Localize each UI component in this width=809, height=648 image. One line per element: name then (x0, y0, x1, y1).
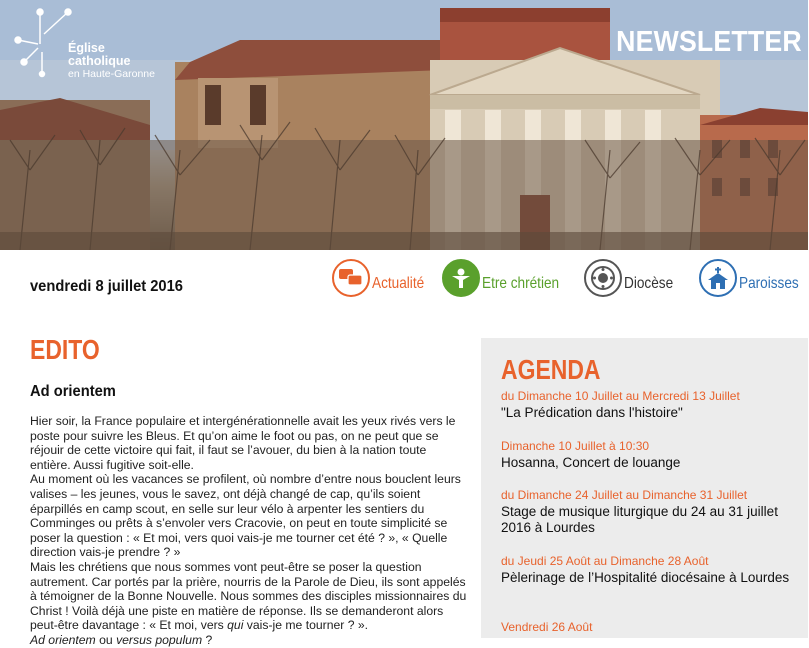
agenda-event[interactable] (501, 488, 791, 536)
logo-mark-icon (10, 4, 70, 76)
event-date: du Dimanche 10 Juillet au Mercredi 13 Juillet (501, 389, 740, 403)
nav-actualite[interactable] (332, 258, 433, 298)
header-banner (0, 0, 808, 250)
edito-paragraph: Mais les chrétiens que nous sommes vont peut-être se poser la question autrement. Car portés par la prière, nourris de la Parole de Dieu, ils sont appelés à témoigner de la Bonne Nouvelle. Nous sommes des disciples missionnaires du Christ ! Voilà déjà une piste en matière de réponse. Ils se demanderont alors peut-être davantage : « Et moi, vers qui vais-je me tourner ? ». (30, 559, 467, 633)
event-date: du Dimanche 24 Juillet au Dimanche 31 Juillet (501, 488, 748, 502)
edito-paragraph: Ad orientem ou versus populum ? (30, 632, 213, 647)
agenda-event[interactable] (501, 554, 791, 586)
agenda-event[interactable] (501, 389, 791, 421)
event-title[interactable]: "La Prédication dans l'histoire" (501, 405, 683, 420)
speech-bubbles-icon (332, 259, 370, 297)
event-date: du Jeudi 25 Août au Dimanche 28 Août (501, 554, 709, 568)
logo-line2: en Haute-Garonne (68, 68, 155, 80)
logo-line1: Église catholique (68, 41, 131, 68)
nav-diocese-label: Diocèse (624, 275, 674, 292)
diocese-icon (584, 259, 622, 297)
diocese-logo[interactable] (10, 4, 170, 80)
nav-etre-chretien-label: Etre chrétien (482, 275, 560, 292)
newsletter-heading: NEWSLETTER (616, 26, 802, 58)
nav-diocese[interactable] (584, 258, 682, 298)
edito-body (30, 414, 470, 648)
edito-paragraph: Au moment où les vacances se profilent, où nombre d’entre nous bouclent leurs valises – les jeunes, vous le savez, ont déjà changé de cap, qu’ils soient éparpillés en camp scout, en selle sur leur vélo à arpenter les sentiers du Comminges ou prêts à s’envoler vers Cracovie, on peut en toute simplicité se poser la question : « Et moi, vers quoi vais-je me tourner cet été ? », « Quelle direction vais-je prendre ? » (30, 472, 461, 560)
agenda-event[interactable] (501, 439, 791, 471)
event-title[interactable]: Pèlerinage de l’Hospitalité diocésaine à Lourdes (501, 570, 790, 585)
agenda-event[interactable] (501, 620, 791, 636)
nav-etre-chretien[interactable] (442, 258, 573, 298)
event-date: Dimanche 10 Juillet à 10:30 (501, 439, 650, 453)
event-date: Vendredi 26 Août (501, 620, 593, 634)
event-title[interactable]: Hosanna, Concert de louange (501, 455, 681, 470)
agenda-heading: AGENDA (501, 354, 601, 385)
person-icon (442, 259, 480, 297)
event-title[interactable]: Stage de musique liturgique du 24 au 31 juillet 2016 à Lourdes (501, 504, 778, 535)
edito-subtitle: Ad orientem (30, 383, 116, 400)
edito-paragraph: Hier soir, la France populaire et intergénérationnelle avait les yeux rivés vers le poste pour suivre les Bleus. Et qu’on aime le foot ou pas, on ne peut que se réjouir de cette victoire qui fait, il faut se l’avouer, du bien à la nation toute entière. Aussi fugitive soit-elle. (30, 414, 456, 472)
nav-actualite-label: Actualité (372, 275, 425, 292)
nav-paroisses-label: Paroisses (739, 275, 799, 292)
church-icon (699, 259, 737, 297)
edito-heading: EDITO (30, 334, 100, 365)
issue-date: vendredi 8 juillet 2016 (30, 278, 183, 295)
nav-paroisses[interactable] (699, 258, 809, 298)
agenda-panel (481, 338, 808, 638)
